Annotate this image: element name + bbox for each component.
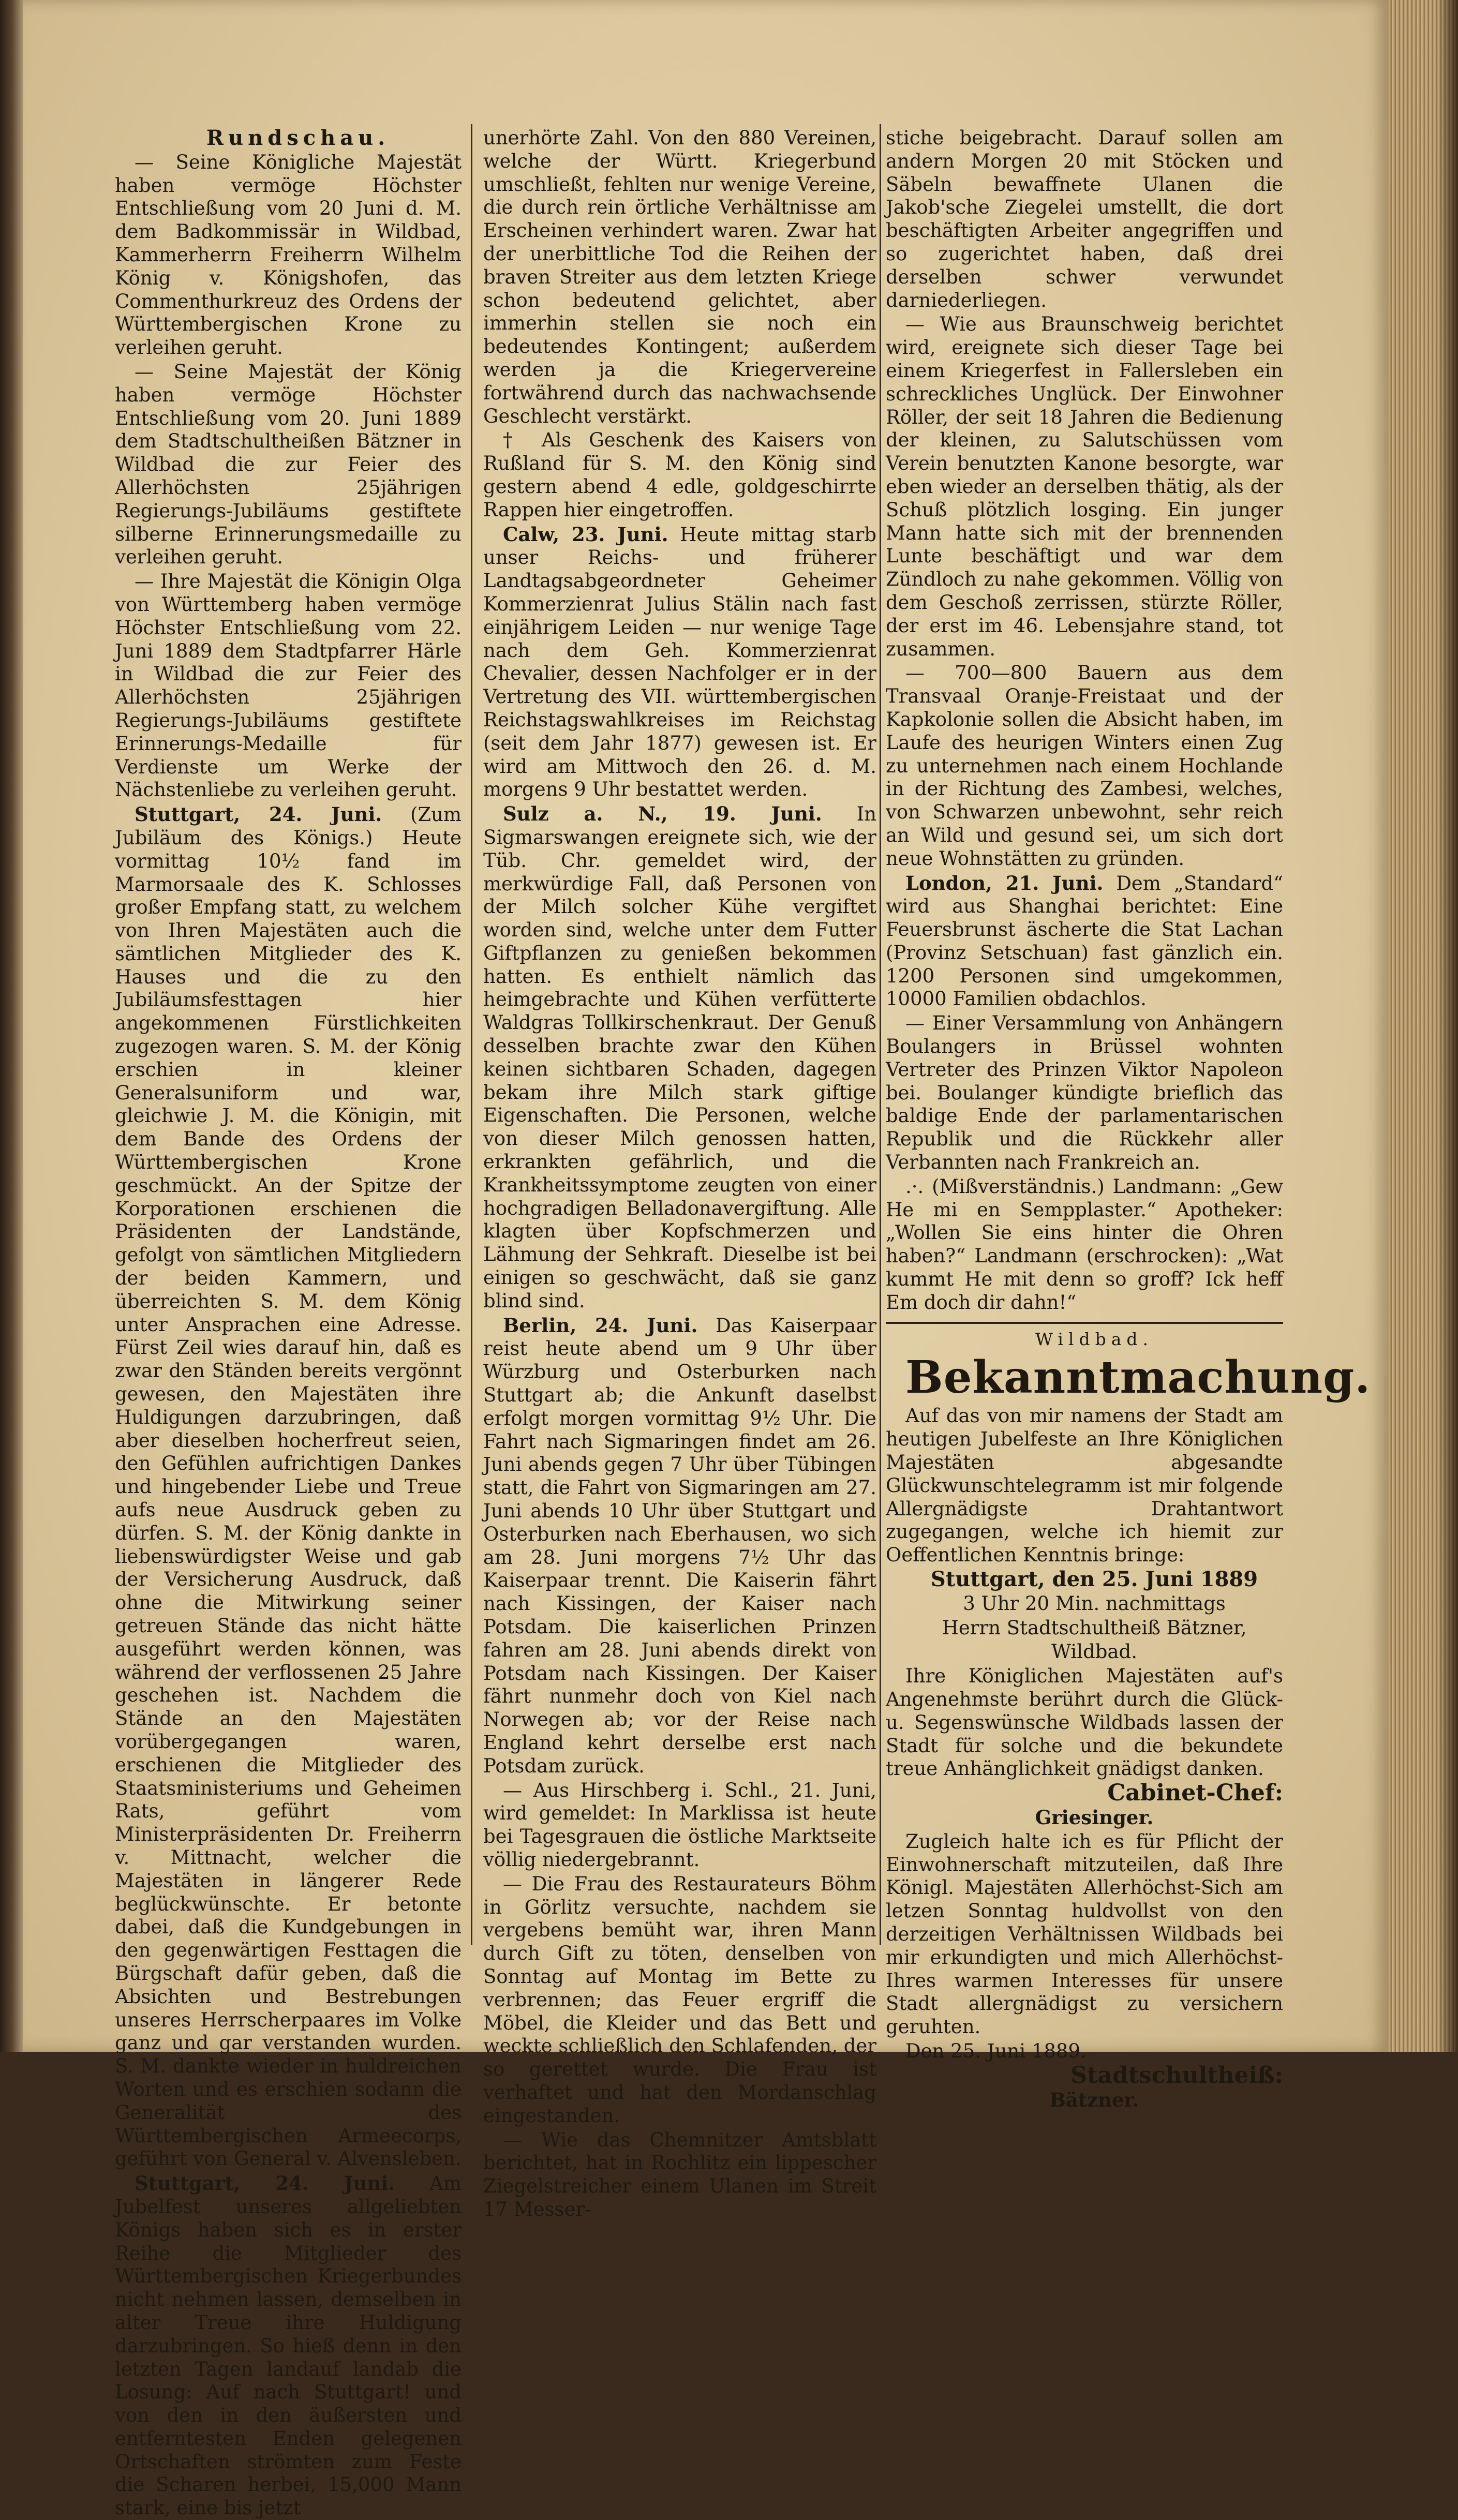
telegram-date: Stuttgart, den 25. Juni 1889 <box>930 1567 1258 1592</box>
article-paragraph <box>483 1314 876 1778</box>
article-paragraph <box>115 2172 462 2520</box>
article-text: Am Jubelfest unseres allgeliebten Königs haben sich es in erster Reihe die Mitglieder des Württembergischen Kriegerbundes nicht nehmen lassen, demselben in alter Treue ihre Huldigung darzubringen. So hieß denn in den letzten Tagen landauf landab die Losung: Auf nach Stuttgart! und von den in den äußersten und entferntesten Enden gelegenen Ortschaften strömten zum Feste die Scharen herbei, 15,000 Mann stark, eine bis jetzt <box>115 2172 462 2519</box>
article-paragraph: — Wie aus Braunschweig berichtet wird, ereignete sich dieser Tage bei einem Kriegerfest in Fallersleben ein schreckliches Unglück. Der Einwohner Röller, der seit 18 Jahren die Bedienung der kleinen, zu Salutschüssen vom Verein benutzten Kanone besorgte, war eben wieder an derselben thätig, als der Schuß plötzlich losging. Ein junger Mann hatte sich mit der brennenden Lunte beschäftigt und war dem Zündloch zu nahe gekommen. Völlig von dem Geschoß zerrissen, stürzte Röller, der erst im 46. Lebensjahre stand, tot zusammen. <box>886 313 1283 660</box>
cabinet-name: Griesinger. <box>1035 1806 1154 1829</box>
article-text: Heute mittag starb unser Reichs- und früherer Landtagsabgeordneter Geheimer Kommerzienrat Julius Stälin nach fast einjährigem Leiden — nur wenige Tage nach dem Geh. Kommerzienrat Chevalier, dessen Nachfolger er in der Vertretung des VII. württembergischen Reichstagswahlkreises im Reichstag (seit dem Jahr 1877) gewesen ist. Er wird am Mittwoch den 26. d. M. morgens 9 Uhr bestattet werden. <box>483 523 876 801</box>
article-paragraph: — Wie das Chemnitzer Amtsblatt berichtet, hat in Rochlitz ein lippescher Ziegelstreicher einem Ulanen im Streit 17 Messer- <box>483 2128 876 2220</box>
telegram-text: Ihre Königlichen Majestäten auf's Angenehmste berührt durch die Glück- u. Segenswünsche Wildbads lassen der Stadt für solche und die bekundete treue Anhänglichkeit gnädigst danken. <box>886 1665 1283 1780</box>
signature-title: Stadtschultheiß: <box>1070 2062 1283 2089</box>
dateline: Sulz a. N., 19. Juni. <box>503 802 822 826</box>
article-paragraph: — 700—800 Bauern aus dem Transvaal Oranje-Freistaat und der Kapkolonie sollen die Absicht haben, im Laufe des heurigen Winters einen Zug zu unternehmen nach einem Hochlande in der Richtung des Zambesi, welches, von Schwarzen unbewohnt, sehr reich an Wild und gesund sei, um sich dort neue Wohnstätten zu gründen. <box>886 662 1283 870</box>
article-text: Das Kaiserpaar reist heute abend um 9 Uhr über Würzburg und Osterburken nach Stuttgart ab; die Ankunft daselbst erfolgt morgen vormittag 9½ Uhr. Die Fahrt nach Sigmaringen findet am 26. Juni abends gegen 7 Uhr über Tübingen statt, die Fahrt von Sigmaringen am 27. Juni abends 10 Uhr über Stuttgart und Osterburken nach Eberhausen, wo sich am 28. Juni morgens 7½ Uhr das Kaiserpaar trennt. Die Kaiserin fährt nach Kissingen, der Kaiser nach Potsdam. Die kaiserlichen Prinzen fahren am 28. Juni abends direkt von Potsdam nach Kissingen. Der Kaiser fährt nunmehr doch von Kiel nach Norwegen ab; vor der Reise nach England kehrt derselbe erst nach Potsdam zurück. <box>483 1314 876 1777</box>
article-text: In Sigmarswangen ereignete sich, wie der Tüb. Chr. gemeldet wird, der merkwürdige Fall, daß Personen von der Milch solcher Kühe vergiftet worden sind, welche unter dem Futter Giftpflanzen zu genießen bekommen hatten. Es enthielt nämlich das heimgebrachte und Kühen verfütterte Waldgras Tollkirschenkraut. Der Genuß desselben brachte zwar den Kühen keinen sichtbaren Schaden, dagegen bekam ihre Milch stark giftige Eigenschaften. Die Personen, welche von dieser Milch genossen hatten, erkrankten gefährlich, und die Krankheitssymptome zeugten von einer hochgradigen Belladonavergiftung. Alle klagten über Kopfschmerzen und Lähmung der Sehkraft. Dieselbe ist bei einigen so geschwächt, daß sie ganz blind sind. <box>483 803 877 1312</box>
section-heading: Rundschau. <box>206 126 390 150</box>
article-paragraph: — Aus Hirschberg i. Schl., 21. Juni, wird gemeldet: In Marklissa ist heute bei Tagesgrauen die östliche Marktseite völlig niedergebrannt. <box>483 1779 876 1871</box>
section-divider <box>886 1322 1283 1324</box>
dateline: Calw, 23. Juni. <box>503 523 668 546</box>
page-stack-edge <box>1389 0 1458 2052</box>
column-right <box>886 127 1371 2111</box>
dateline: Berlin, 24. Juni. <box>503 1314 698 1337</box>
column-middle <box>483 127 877 2220</box>
article-paragraph: — Ihre Majestät die Königin Olga von Württemberg haben vermöge Höchster Entschließung vom 22. Juni 1889 dem Stadtpfarrer Härle in Wildbad die zur Feier des Allerhöchsten 25jährigen Regierungs-Jubiläums gestiftete Erinnerungs-Medaille für Verdienste um Werke der Nächstenliebe zu verleihen geruht. <box>115 570 462 801</box>
dateline: Stuttgart, 24. Juni. <box>135 2172 395 2195</box>
article-paragraph: — Die Frau des Restaurateurs Böhm in Görlitz versuchte, nachdem sie vergebens bemüht war, ihren Mann durch Gift zu töten, denselben von Sonntag auf Montag im Bette zu verbrennen; das Feuer ergriff die Möbel, die Kleider und das Bett und weckte schließlich den Schlafenden, der so gerettet wurde. Die Frau ist verhaftet und hat den Mordanschlag eingestanden. <box>483 1872 876 2127</box>
dateline: Stuttgart, 24. Juni. <box>135 803 382 826</box>
telegram-place: Wildbad. <box>1051 1641 1137 1663</box>
article-paragraph: — Seine Königliche Majestät haben vermöge Höchster Entschließung vom 20 Juni d. M. dem Badkommissär in Wildbad, Kammerherrn Freiherrn Wilhelm König v. Königshofen, das Commenthurkreuz des Ordens der Württembergischen Krone zu verleihen geruht. <box>115 151 462 359</box>
column-rule-2 <box>880 124 881 1945</box>
article-paragraph: stiche beigebracht. Darauf sollen am andern Morgen 20 mit Stöcken und Säbeln bewaffnete Ulanen die Jakob'sche Ziegelei umstellt, die dort beschäftigten Arbeiter angegriffen und so zugerichtet haben, daß drei derselben schwer verwundet darniederliegen. <box>886 127 1283 311</box>
article-paragraph: unerhörte Zahl. Von den 880 Vereinen, welche der Württ. Kriegerbund umschließt, fehlten nur wenige Vereine, die durch rein örtliche Verhältnisse am Erscheinen verhindert waren. Zwar hat der unerbittliche Tod die Reihen der braven Streiter aus dem letzten Kriege schon bedeutend gelichtet, aber immerhin stellen sie noch ein bedeutendes Kontingent; außerdem werden ja die Kriegervereine fortwährend durch das nachwachsende Geschlecht verstärkt. <box>483 127 876 427</box>
column-left <box>115 126 462 2519</box>
column-rule-1 <box>471 124 472 1945</box>
article-paragraph: .·. (Mißverständnis.) Landmann: „Gew He mi en Sempplaster.“ Apotheker: „Wollen Sie eins hinter die Ohren haben?“ Landmann (erschrocken): „Wat kummt He mit denn so groff? Ick heff Em doch dir dahn!“ <box>886 1175 1283 1314</box>
telegram-time: 3 Uhr 20 Min. nachmittags <box>963 1592 1226 1615</box>
article-paragraph <box>483 523 876 802</box>
date-line: Den 25. Juni 1889. <box>905 2039 1087 2062</box>
closing-paragraph: Zugleich halte ich es für Pflicht der Einwohnerschaft mitzuteilen, daß Ihre Königl. Majestäten Allerhöchst-Sich am letzen Sonntag huldvollst von den derzeitigen Verhältnissen Wildbads bei mir erkundigten und mich Allerhöchst-Ihres warmen Interesses für unsere Stadt allergnädigst zu versichern geruhten. <box>886 1830 1283 2038</box>
dateline: London, 21. Juni. <box>905 871 1104 894</box>
telegram-addressee: Herrn Stadtschultheiß Bätzner, <box>942 1616 1247 1639</box>
announcement-intro: Auf das von mir namens der Stadt am heutigen Jubelfeste an Ihre Königlichen Majestäten abgesandte Glückwunschtelegramm ist mir folgende Allergnädigste Drahtantwort zugegangen, welche ich hiemit zur Oeffentlichen Kenntnis bringe: <box>886 1405 1283 1567</box>
article-paragraph: † Als Geschenk des Kaisers von Rußland für S. M. den König sind gestern abend 4 edle, goldgeschirrte Rappen hier eingetroffen. <box>483 429 876 521</box>
article-paragraph: — Seine Majestät der König haben vermöge Höchster Entschließung vom 20. Juni 1889 dem Stadtschultheißen Bätzner in Wildbad die zur Feier des Allerhöchsten 25jährigen Regierungs-Jubiläums gestiftete silberne Erinnerungsmedaille zu verleihen geruht. <box>115 360 462 569</box>
article-text: (Zum Jubiläum des Königs.) Heute vormittag 10½ fand im Marmorsaale des K. Schlosses großer Empfang statt, zu welchem von Ihren Majestäten auch die sämtlichen Mitglieder des K. Hauses und die zu den Jubiläumsfesttagen hier angekommenen Fürstlichkeiten zugezogen waren. S. M. der König erschien in kleiner Generalsuniform und war, gleichwie J. M. die Königin, mit dem Bande des Ordens der Württembergischen Krone geschmückt. An der Spitze der Korporationen erschienen die Präsidenten der Landstände, gefolgt von sämtlichen Mitgliedern der beiden Kammern, und überreichten S. M. dem König unter Ansprachen eine Adresse. Fürst Zeil wies darauf hin, daß es zwar den Ständen bereits vergönnt gewesen, den Majestäten ihre Huldigungen darzubringen, daß aber dieselben hocherfreut seien, den Gefühlen aufrichtigen Dankes und hingebender Liebe und Treue aufs neue Ausdruck geben zu dürfen. S. M. der König dankte in liebenswürdigster Weise und gab der Versicherung Ausdruck, daß ohne die Mitwirkung seiner getreuen Stände das nicht hätte ausgeführt werden können, was während der verflossenen 25 Jahre geschehen ist. Nachdem die Stände an den Majestäten vorübergegangen waren, erschienen die Mitglieder des Staatsministeriums und Geheimen Rats, geführt vom Ministerpräsidenten Dr. Freiherrn v. Mittnacht, welcher die Majestäten in längerer Rede beglückwünschte. Er betonte dabei, daß die Kundgebungen in den gegenwärtigen Festtagen die Bürgschaft dafür geben, daß die Absichten und Bestrebungen unseres Herrscherpaares im Volke ganz und gar verstanden wurden. S. M. dankte wieder in huldreichen Worten und es erschien sodann die Generalität des Württembergischen Armeecorps, geführt von General v. Alvensleben. <box>115 803 462 2170</box>
cabinet-label: Cabinet-Chef: <box>1107 1780 1283 1807</box>
signature-name: Bätzner. <box>1049 2088 1139 2111</box>
article-paragraph: — Einer Versammlung von Anhängern Boulangers in Brüssel wohnten Vertreter des Prinzen Viktor Napoleon bei. Boulanger kündigte brieflich das baldige Ende der parlamentarischen Republik und die Rückkehr aller Verbannten nach Frankreich an. <box>886 1012 1283 1174</box>
article-paragraph <box>886 872 1283 1011</box>
article-text: Dem „Standard“ wird aus Shanghai berichtet: Eine Feuersbrunst äscherte die Stat Lachan (Provinz Setschuan) fast gänzlich ein. 1200 Personen sind umgekommen, 10000 Familien obdachlos. <box>886 872 1283 1010</box>
article-paragraph <box>483 802 876 1313</box>
article-paragraph <box>115 803 462 2171</box>
announcement-title: Bekanntmachung. <box>905 1351 1371 1404</box>
announcement-place: Wildbad. <box>1035 1329 1153 1349</box>
